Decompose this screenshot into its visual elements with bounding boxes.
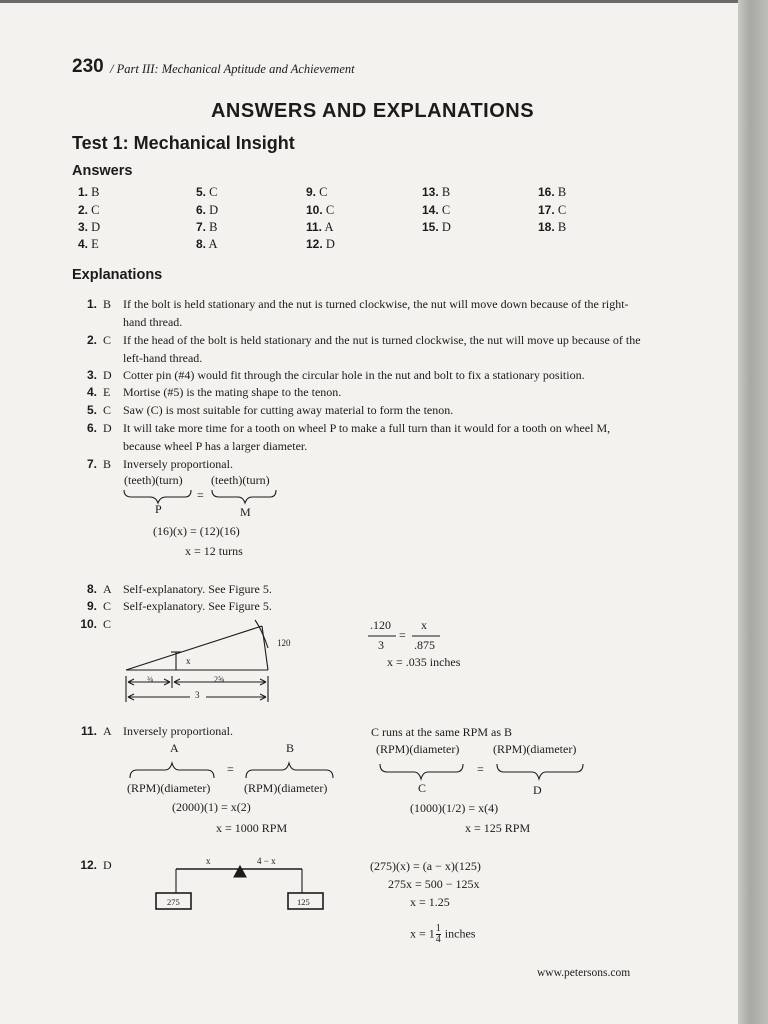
answer-item: 1. B (78, 185, 100, 199)
page: 230 / Part III: Mechanical Aptitude and Achievement ANSWERS AND EXPLANATIONS Test 1: Mechanical Insight Answers 1. B 2. C 3. D 4. E 5. C 6. D 7. B 8. A 9. C 10. C 11. A 12. D 13. B 14. C 15. D 16. B 17. C 18. B Explanations 1. B If the bolt is held stationary and the nut is turned clockwise, the nut will move down because of the right-hand thread. 2. C If the head of the bolt is held stationary and the nut is turned clockwise, the nut will move up because of the left-hand thread. 3. D Cotter pin (#4) would fit through the circular hole in the nut and bolt to fix a stationary position. 4. E Mortise (#5) is the mating shape to the tenon. 5. C Saw (C) is most suitable for cutting away material to form the tenon. 6. D It will take more time for a tooth on wheel P to make a full turn than it would for a tooth on wheel M, because wheel P has a larger diameter. 7. B Inversely proportional. (teeth)(turn) = (teeth)(turn) P M (16)(x) = (12)(16) x = 12 turns 8. A Self-explanatory. See Figure 5. 9. C Self-explanatory. See Figure 5. 10. C 120 x ⅜ 2⅝ 3 .120 3 = x .875 x = .035 inches 11. A Inversely proportional. A B = (RPM)(diameter) (RPM)(diameter) (2000)(1) = x(2) x = 1000 RPM C runs at the same RPM as B (RPM)(diameter) (RPM)(diameter) = C D (1000)(1/2) = x(4) x = 125 RPM 12. D x 4 − x 275 125 (275)(x) = (a − x)(125) 275x = 500 − 125x x = 1.25 x = 1 $\frac{1}{4}$ inches www.petersons.com (0, 0, 745, 1024)
page-number: 230 (72, 56, 104, 77)
answer-item: 2. C (78, 203, 100, 217)
answer-item: 14. C (422, 203, 451, 217)
q11-label-b: B (286, 741, 295, 755)
test-title: Test 1: Mechanical Insight (72, 133, 295, 153)
q11-label-a: A (170, 741, 179, 755)
answer-item: 10. C (306, 203, 335, 217)
answer-item: 6. D (196, 203, 219, 217)
q12-4x-label: 4 − x (257, 856, 276, 866)
q12-step: 275x = 500 − 125x (388, 877, 480, 891)
q10-x-label: x (186, 656, 191, 666)
answer-item: 11. A (306, 220, 334, 234)
q11-equals: = (227, 762, 234, 776)
q10-frac1-den: 3 (378, 638, 384, 652)
footer-url: www.petersons.com (537, 967, 631, 979)
q12-equation: (275)(x) = (a − x)(125) (370, 859, 481, 873)
q7-equals: = (197, 488, 204, 502)
answer-item: 7. B (196, 220, 218, 234)
q7-equation: (16)(x) = (12)(16) (153, 524, 240, 538)
q11-brace-d (497, 764, 583, 779)
q7-label-p: P (155, 502, 162, 516)
answers-heading: Answers (72, 163, 133, 179)
q11-note: C runs at the same RPM as B (371, 725, 512, 739)
q7-label-m: M (240, 505, 251, 519)
q12-x-label: x (206, 856, 211, 866)
q11-result: x = 1000 RPM (216, 821, 288, 835)
q11-right-left-term: (RPM)(diameter) (376, 742, 460, 756)
q10-frac2-den: .875 (414, 638, 435, 652)
q7-brace-left (124, 490, 191, 503)
q7-left-term: (teeth)(turn) (124, 473, 183, 487)
answer-item: 18. B (538, 220, 567, 234)
q10-mid-dim: 2⅝ (214, 675, 224, 684)
q11-right-term: (RPM)(diameter) (244, 781, 328, 795)
page-edge-shadow (738, 0, 768, 1024)
q10-wedge-figure (126, 620, 268, 702)
q11-right-right-term: (RPM)(diameter) (493, 742, 577, 756)
answer-item: 9. C (306, 185, 328, 199)
answer-item: 3. D (78, 220, 101, 234)
q10-result: x = .035 inches (387, 655, 461, 669)
answer-item: 13. B (422, 185, 451, 199)
q11-label-d: D (533, 783, 542, 797)
q12-left-weight: 275 (167, 897, 180, 907)
q10-frac1-num: .120 (370, 618, 391, 632)
explanations-heading: Explanations (72, 267, 163, 283)
q11-left-term: (RPM)(diameter) (127, 781, 211, 795)
answer-item: 15. D (422, 220, 451, 234)
answer-item: 8. A (196, 237, 218, 251)
q10-total-dim: 3 (195, 690, 200, 700)
q7-right-term: (teeth)(turn) (211, 473, 270, 487)
running-header: / Part III: Mechanical Aptitude and Achievement (110, 62, 355, 76)
q12-decimal: x = 1.25 (410, 895, 450, 909)
q12-result: x = 1 $\frac{1}{4}$ inches (410, 923, 476, 945)
answer-item: 17. C (538, 203, 567, 217)
q12-right-weight: 125 (297, 897, 310, 907)
q11-brace-c (380, 764, 463, 779)
q7-result: x = 12 turns (185, 544, 243, 558)
q11-brace-a (130, 763, 214, 778)
q10-left-dim: ⅜ (147, 675, 153, 684)
answer-item: 16. B (538, 185, 567, 199)
answer-item: 12. D (306, 237, 335, 251)
q12-lever-figure (156, 866, 323, 909)
q10-frac2-num: x (421, 618, 427, 632)
q11-right-equation: (1000)(1/2) = x(4) (410, 801, 499, 815)
q7-brace-right (212, 490, 276, 503)
q10-height-label: 120 (277, 638, 291, 648)
q11-label-c: C (418, 781, 427, 795)
q11-equation: (2000)(1) = x(2) (172, 800, 251, 814)
answer-item: 4. E (78, 237, 99, 251)
page-title: ANSWERS AND EXPLANATIONS (210, 100, 535, 122)
q11-right-equals: = (477, 762, 484, 776)
q11-right-result: x = 125 RPM (465, 821, 531, 835)
q10-equals: = (399, 628, 406, 642)
answer-item: 5. C (196, 185, 218, 199)
q11-brace-b (246, 763, 333, 778)
